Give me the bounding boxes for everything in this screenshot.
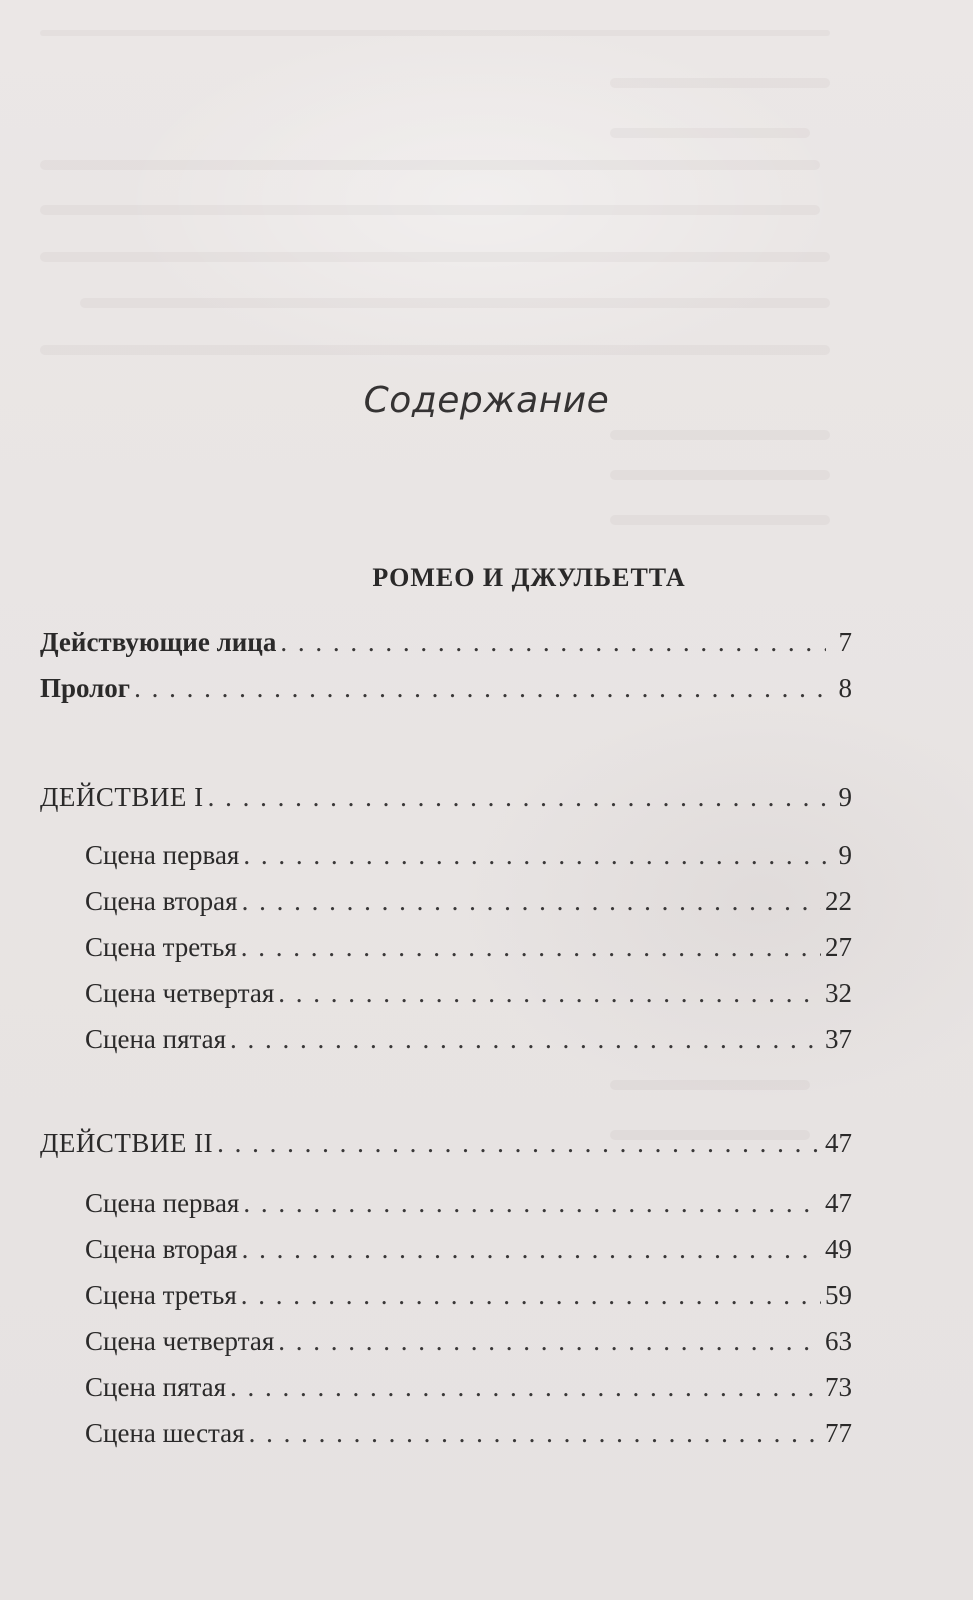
bleed-through-line (610, 1080, 810, 1090)
toc-entry-label: Сцена четвертая (85, 1326, 275, 1356)
bleed-through-line (40, 160, 820, 170)
toc-entry-characters[interactable] (40, 627, 852, 667)
toc-entry-page: 77 (825, 1418, 852, 1448)
toc-entry-page: 63 (825, 1326, 852, 1356)
toc-entry-scene[interactable] (85, 1372, 852, 1412)
toc-entry-label: ДЕЙСТВИЕ II (40, 1128, 214, 1158)
toc-entry-page: 49 (825, 1234, 852, 1264)
toc-entry-scene[interactable] (85, 886, 852, 926)
toc-entry-label: Пролог (40, 673, 131, 703)
toc-entry-act-2[interactable] (40, 1128, 852, 1168)
toc-entry-scene[interactable] (85, 1024, 852, 1064)
toc-entry-scene[interactable] (85, 1326, 852, 1366)
toc-entry-scene[interactable] (85, 840, 852, 880)
bleed-through-line (40, 30, 830, 36)
toc-entry-act-1[interactable] (40, 782, 852, 822)
dot-leader (280, 627, 826, 658)
toc-entry-page: 27 (825, 932, 852, 962)
toc-entry-page: 9 (838, 840, 852, 870)
dot-leader (208, 782, 826, 813)
toc-entry-label: Сцена первая (85, 840, 240, 870)
toc-entry-label: Сцена вторая (85, 1234, 238, 1264)
toc-entry-scene[interactable] (85, 1234, 852, 1274)
dot-leader (249, 1418, 821, 1449)
toc-entry-scene[interactable] (85, 932, 852, 972)
work-title-text: РОМЕО И ДЖУЛЬЕТТА (372, 563, 686, 592)
bleed-through-line (40, 205, 820, 215)
dot-leader (243, 1188, 821, 1219)
dot-leader (278, 978, 821, 1009)
toc-entry-label: ДЕЙСТВИЕ I (40, 782, 204, 812)
bleed-through-line (610, 78, 830, 88)
work-title (0, 563, 888, 593)
toc-entry-scene[interactable] (85, 978, 852, 1018)
toc-entry-page: 59 (825, 1280, 852, 1310)
toc-entry-page: 47 (825, 1188, 852, 1218)
toc-entry-page: 37 (825, 1024, 852, 1054)
toc-entry-page: 7 (838, 627, 852, 657)
dot-leader (243, 840, 826, 871)
toc-entry-page: 47 (825, 1128, 852, 1158)
page-title: Содержание (363, 380, 610, 421)
bleed-through-line (610, 515, 830, 525)
toc-entry-label: Сцена третья (85, 1280, 237, 1310)
toc-entry-scene[interactable] (85, 1188, 852, 1228)
toc-entry-label: Сцена пятая (85, 1372, 227, 1402)
dot-leader (230, 1024, 821, 1055)
dot-leader (217, 1128, 821, 1159)
dot-leader (241, 1280, 821, 1311)
toc-entry-page: 9 (838, 782, 852, 812)
dot-leader (134, 673, 826, 704)
toc-entry-page: 22 (825, 886, 852, 916)
toc-entry-label: Сцена пятая (85, 1024, 227, 1054)
toc-entry-label: Сцена третья (85, 932, 237, 962)
dot-leader (241, 932, 821, 963)
toc-entry-page: 8 (838, 673, 852, 703)
bleed-through-line (80, 298, 830, 308)
bleed-through-line (610, 430, 830, 440)
bleed-through-line (40, 252, 830, 262)
dot-leader (230, 1372, 821, 1403)
toc-entry-scene[interactable] (85, 1418, 852, 1458)
toc-entry-label: Сцена первая (85, 1188, 240, 1218)
toc-entry-label: Действующие лица (40, 627, 277, 657)
toc-entry-scene[interactable] (85, 1280, 852, 1320)
toc-entry-label: Сцена четвертая (85, 978, 275, 1008)
bleed-through-line (40, 345, 830, 355)
toc-entry-prologue[interactable] (40, 673, 852, 713)
bleed-through-line (610, 470, 830, 480)
dot-leader (242, 1234, 821, 1265)
toc-entry-page: 73 (825, 1372, 852, 1402)
toc-entry-page: 32 (825, 978, 852, 1008)
dot-leader (278, 1326, 821, 1357)
toc-entry-label: Сцена вторая (85, 886, 238, 916)
bleed-through-line (610, 128, 810, 138)
toc-entry-label: Сцена шестая (85, 1418, 245, 1448)
dot-leader (242, 886, 821, 917)
